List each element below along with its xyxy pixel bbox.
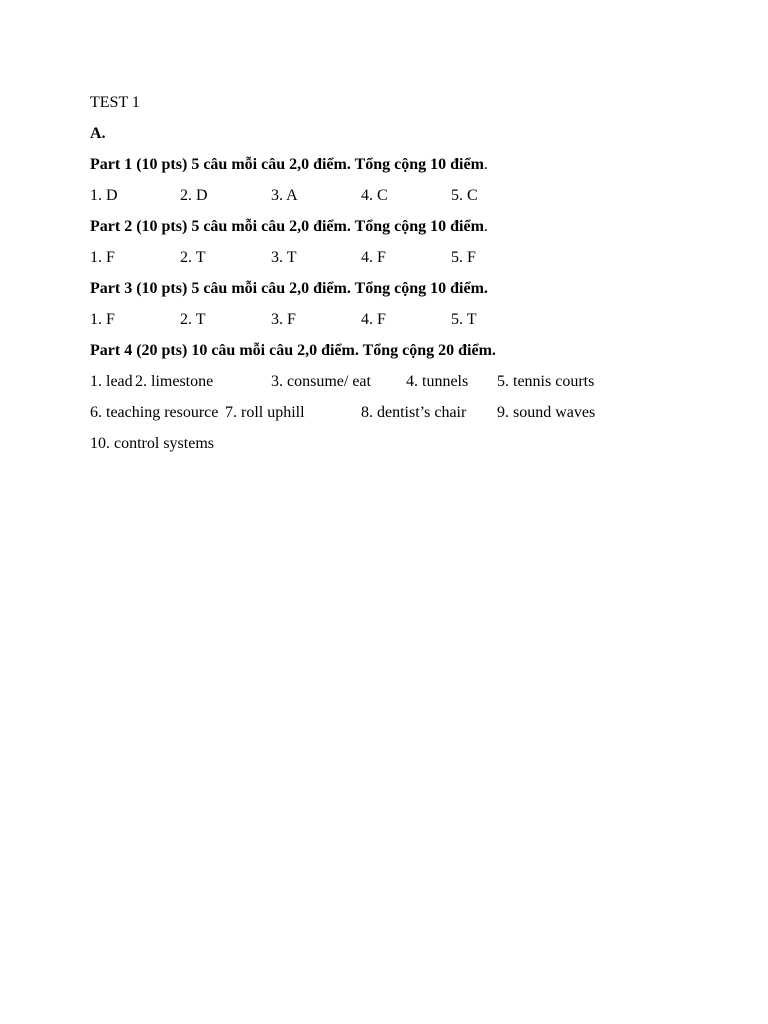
part-4-answer: 9. sound waves <box>497 404 596 421</box>
part-4-heading: Part 4 (20 pts) 10 câu mỗi câu 2,0 điểm. Tổng cộng 20 điểm. <box>90 342 496 359</box>
part-1-answer: 2. D <box>180 187 208 204</box>
part-4-answer: 10. control systems <box>90 435 214 452</box>
part-4-answer: 4. tunnels <box>406 373 469 390</box>
part-1-heading-suffix: . <box>483 156 488 173</box>
part-4-answer: 6. teaching resource <box>90 404 219 421</box>
part-3-answer: 4. F <box>361 311 386 328</box>
document-page <box>90 92 710 464</box>
part-4-answer: 8. dentist’s chair <box>361 404 467 421</box>
test-title: TEST 1 <box>90 94 140 111</box>
part-4-answer: 2. limestone <box>135 373 214 390</box>
part-1-answers <box>90 185 710 216</box>
part-4-answer: 5. tennis courts <box>497 373 595 390</box>
part-3-answer: 3. F <box>271 311 296 328</box>
part-4-answers-row-1 <box>90 371 710 402</box>
part-2-heading-text: Part 2 (10 pts) 5 câu mỗi câu 2,0 điểm. Tổng cộng 10 điểm <box>90 218 484 235</box>
part-4-answer: 3. consume/ eat <box>271 373 371 390</box>
part-4-answer: 1. lead <box>90 373 133 390</box>
part-1-heading-text: Part 1 (10 pts) 5 câu mỗi câu 2,0 điểm. Tổng cộng 10 điểm <box>90 156 484 173</box>
part-2-answers <box>90 247 710 278</box>
part-2-answer: 3. T <box>271 249 297 266</box>
part-2-heading <box>90 216 710 247</box>
part-2-answer: 5. F <box>451 249 476 266</box>
part-4-answer: 7. roll uphill <box>225 404 305 421</box>
part-1-answer: 4. C <box>361 187 388 204</box>
part-3-answers <box>90 309 710 340</box>
part-3-answer: 2. T <box>180 311 206 328</box>
part-1-answer: 1. D <box>90 187 118 204</box>
part-4-answers-row-3 <box>90 433 710 464</box>
part-4-answers-row-2 <box>90 402 710 433</box>
part-2-answer: 1. F <box>90 249 115 266</box>
part-2-heading-suffix: . <box>483 218 488 235</box>
part-3-answer: 1. F <box>90 311 115 328</box>
section-heading: A. <box>90 125 106 142</box>
part-3-answer: 5. T <box>451 311 477 328</box>
part-1-answer: 5. C <box>451 187 478 204</box>
part-3-heading: Part 3 (10 pts) 5 câu mỗi câu 2,0 điểm. Tổng cộng 10 điểm. <box>90 280 488 297</box>
part-2-answer: 4. F <box>361 249 386 266</box>
part-1-answer: 3. A <box>271 187 298 204</box>
part-1-heading <box>90 154 710 185</box>
part-2-answer: 2. T <box>180 249 206 266</box>
